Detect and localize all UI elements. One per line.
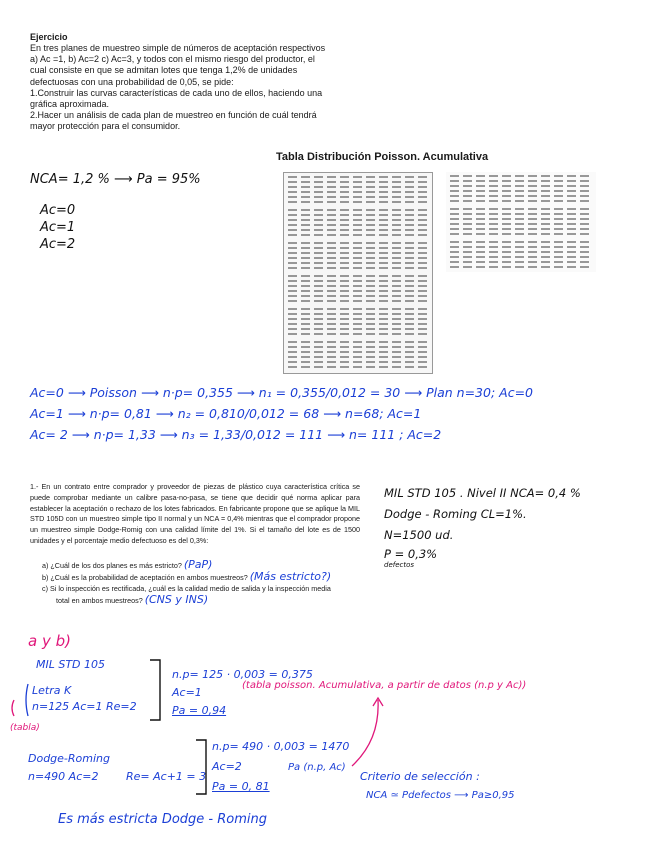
letra-label: Letra K (32, 684, 72, 697)
pa-mil: Pa = 0,94 (172, 704, 227, 717)
pa-dodge: Pa = 0, 81 (212, 780, 270, 793)
bracket-mil (150, 660, 160, 720)
table-title: Tabla Distribución Poisson. Acumulativa (276, 151, 489, 163)
defect-note: P = 0,3% (384, 547, 438, 561)
np-dodge: n.p= 490 · 0,003 = 1470 (212, 740, 350, 753)
statement-line: a) Ac =1, b) Ac=2 c) Ac=3, y todos con el mismo riesgo del productor, el (30, 54, 315, 65)
calc-line: Ac=0 ⟶ Poisson ⟶ n·p= 0,355 ⟶ n₁ = 0,355/0,012 = 30 ⟶ Plan n=30; Ac=0 (30, 385, 533, 400)
statement-line: En tres planes de muestreo simple de números de aceptación respectivos (30, 43, 326, 53)
exercise-title: Ejercicio (30, 32, 68, 42)
defect-sub-note: defectos (384, 561, 415, 569)
criterio-label: Criterio de selección : (360, 770, 480, 783)
question-b-text: b) ¿Cuál es la probabilidad de aceptación en ambos muestreos? (42, 573, 248, 582)
mil-std-note: MIL STD 105 . Nivel II NCA= 0,4 % (384, 486, 581, 500)
nca-note: NCA= 1,2 % ⟶ Pa = 95% (30, 172, 201, 187)
dodge-label: Dodge-Roming (28, 752, 111, 765)
bracket-dodge (196, 740, 206, 794)
statement-line: 1.Construir las curvas características de cada uno de ellos, haciendo una (30, 87, 323, 98)
dodge-note: Dodge - Roming CL=1%. (384, 507, 527, 521)
problem-statement: 1.- En un contrato entre comprador y proveedor de piezas de plástico cuya característica crítica se puede comprobar mediante un calibre pasa-no-pasa, se tiene que decidir qué norma aplicar para establecer la aceptación o rechazo de los lotes fabricados. En fabricante propone que se aplique la MIL STD 105D con un muestreo simple tipo II normal y un NCA = 0,4% mientras que el comprador propone un muestreo simple Dodge-Romig con una calidad límite del 1%. Si el tamaño del lote es de 1500 unidades y el porcentaje medio defectuoso es del 0,3%: (30, 482, 360, 545)
ac-dodge: Ac=2 (212, 760, 242, 773)
ac1-note: Ac=1 (40, 220, 76, 235)
ac2-note: Ac=2 (40, 237, 76, 252)
statement-line: 2.Hacer un análisis de cada plan de muestreo en función de cuál tendrá (30, 110, 317, 121)
np-mil: n.p= 125 · 0,003 = 0,375 (172, 668, 313, 681)
pa-mil-note: (tabla poisson. Acumulativa, a partir de datos (n.p y Ac)) (242, 680, 527, 691)
ac-mil: Ac=1 (172, 686, 202, 699)
statement-line: mayor protección para el consumidor. (30, 121, 181, 132)
lot-size-note: N=1500 ud. (384, 528, 454, 542)
calc-line: Ac=1 ⟶ n·p= 0,81 ⟶ n₂ = 0,810/0,012 = 68 ⟶ n=68; Ac=1 (30, 406, 422, 421)
question-c-note: (CNS y INS) (144, 593, 209, 606)
ac0-note: Ac=0 (40, 203, 76, 218)
bracket-letra (26, 684, 28, 716)
mil-label: MIL STD 105 (36, 658, 106, 671)
pa-function: Pa (n.p, Ac) (288, 762, 346, 773)
tabla-note: (tabla) (10, 723, 40, 733)
question-a-text: a) ¿Cuál de los dos planes es más estricto? (42, 561, 182, 570)
mil-plan: n=125 Ac=1 Re=2 (32, 700, 137, 713)
statement-line: cual consiste en que se admitan lotes que tenga 1,2% de unidades (30, 65, 298, 76)
calc-line: Ac= 2 ⟶ n·p= 1,33 ⟶ n₃ = 1,33/0,012 = 111 ⟶ n= 111 ; Ac=2 (30, 427, 442, 442)
question-b-note: (Más estricto?) (249, 570, 332, 583)
arrow-pa-link (352, 700, 378, 766)
statement-line: defectuosas con una probabilidad de 0,05, se pide: (30, 76, 234, 87)
criterio-rule: NCA ≃ Pdefectos ⟶ Pa≥0,95 (366, 790, 515, 801)
question-a-note: (PaP) (183, 558, 213, 571)
conclusion: Es más estricta Dodge - Roming (58, 812, 267, 827)
question-c-line1: c) Si lo inspección es rectificada, ¿cuál es la calidad medio de salida y la inspección media (42, 584, 331, 593)
statement-line: gráfica aproximada. (30, 99, 110, 110)
bracket-tabla (12, 700, 14, 716)
solution-heading: a y b) (28, 632, 71, 650)
question-c-text: total en ambos muestreos? (56, 596, 143, 605)
dodge-re: Re= Ac+1 = 3 (126, 770, 207, 783)
dodge-plan: n=490 Ac=2 (28, 770, 99, 783)
